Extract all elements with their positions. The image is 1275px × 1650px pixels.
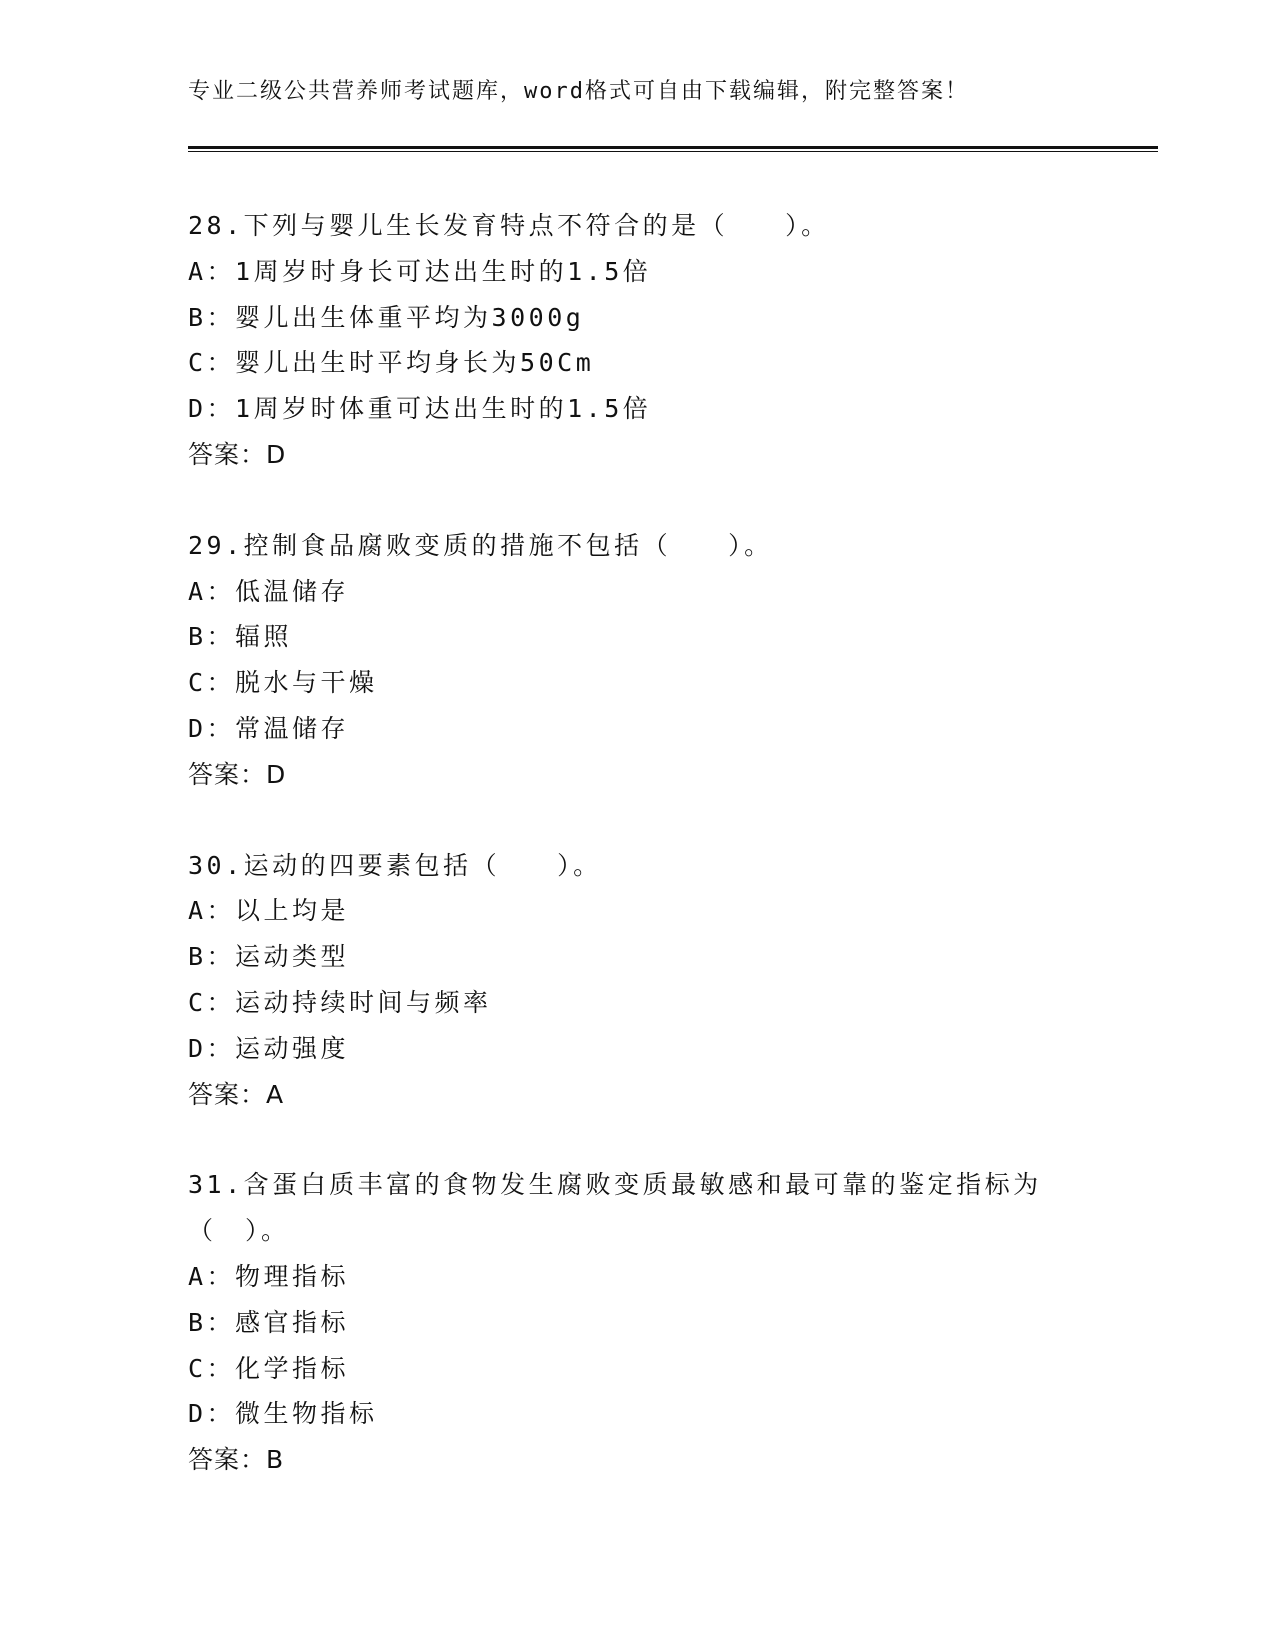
option-a: A：物理指标	[188, 1261, 350, 1291]
option-d: D：微生物指标	[188, 1399, 378, 1429]
question-list	[188, 203, 1088, 1528]
option-d: D：常温储存	[188, 713, 350, 743]
answer-line: 答案：B	[188, 1445, 285, 1475]
answer-line: 答案：A	[188, 1079, 285, 1109]
option-c: C：脱水与干燥	[188, 668, 378, 698]
page-header: 专业二级公共营养师考试题库，word格式可自由下载编辑，附完整答案！	[188, 79, 969, 104]
option-c: C：婴儿出生时平均身长为50Cm	[188, 348, 595, 378]
option-d: D：1周岁时体重可达出生时的1.5倍	[188, 394, 652, 424]
question-31	[188, 1162, 1088, 1483]
question-stem: 31.含蛋白质丰富的食物发生腐败变质最敏感和最可靠的鉴定指标为（ ）。	[188, 1170, 1042, 1246]
question-stem: 29.控制食品腐败变质的措施不包括（ ）。	[188, 530, 773, 560]
option-a: A：1周岁时身长可达出生时的1.5倍	[188, 256, 652, 286]
option-b: B：感官指标	[188, 1307, 350, 1337]
option-b: B：婴儿出生体重平均为3000g	[188, 302, 585, 332]
option-b: B：运动类型	[188, 942, 350, 972]
answer-line: 答案：D	[188, 759, 287, 789]
answer-line: 答案：D	[188, 439, 287, 469]
question-stem: 28.下列与婴儿生长发育特点不符合的是（ ）。	[188, 211, 830, 240]
option-d: D：运动强度	[188, 1033, 350, 1063]
question-28	[188, 203, 1088, 478]
option-c: C：化学指标	[188, 1353, 350, 1383]
question-stem: 30.运动的四要素包括（ ）。	[188, 850, 602, 880]
option-a: A：以上均是	[188, 896, 350, 926]
option-a: A：低温储存	[188, 576, 350, 606]
question-30	[188, 843, 1088, 1118]
question-29	[188, 523, 1088, 798]
header-rule-thick	[188, 146, 1158, 149]
option-c: C：运动持续时间与频率	[188, 987, 492, 1017]
option-b: B：辐照	[188, 622, 293, 652]
header-rule-thin	[188, 151, 1158, 152]
